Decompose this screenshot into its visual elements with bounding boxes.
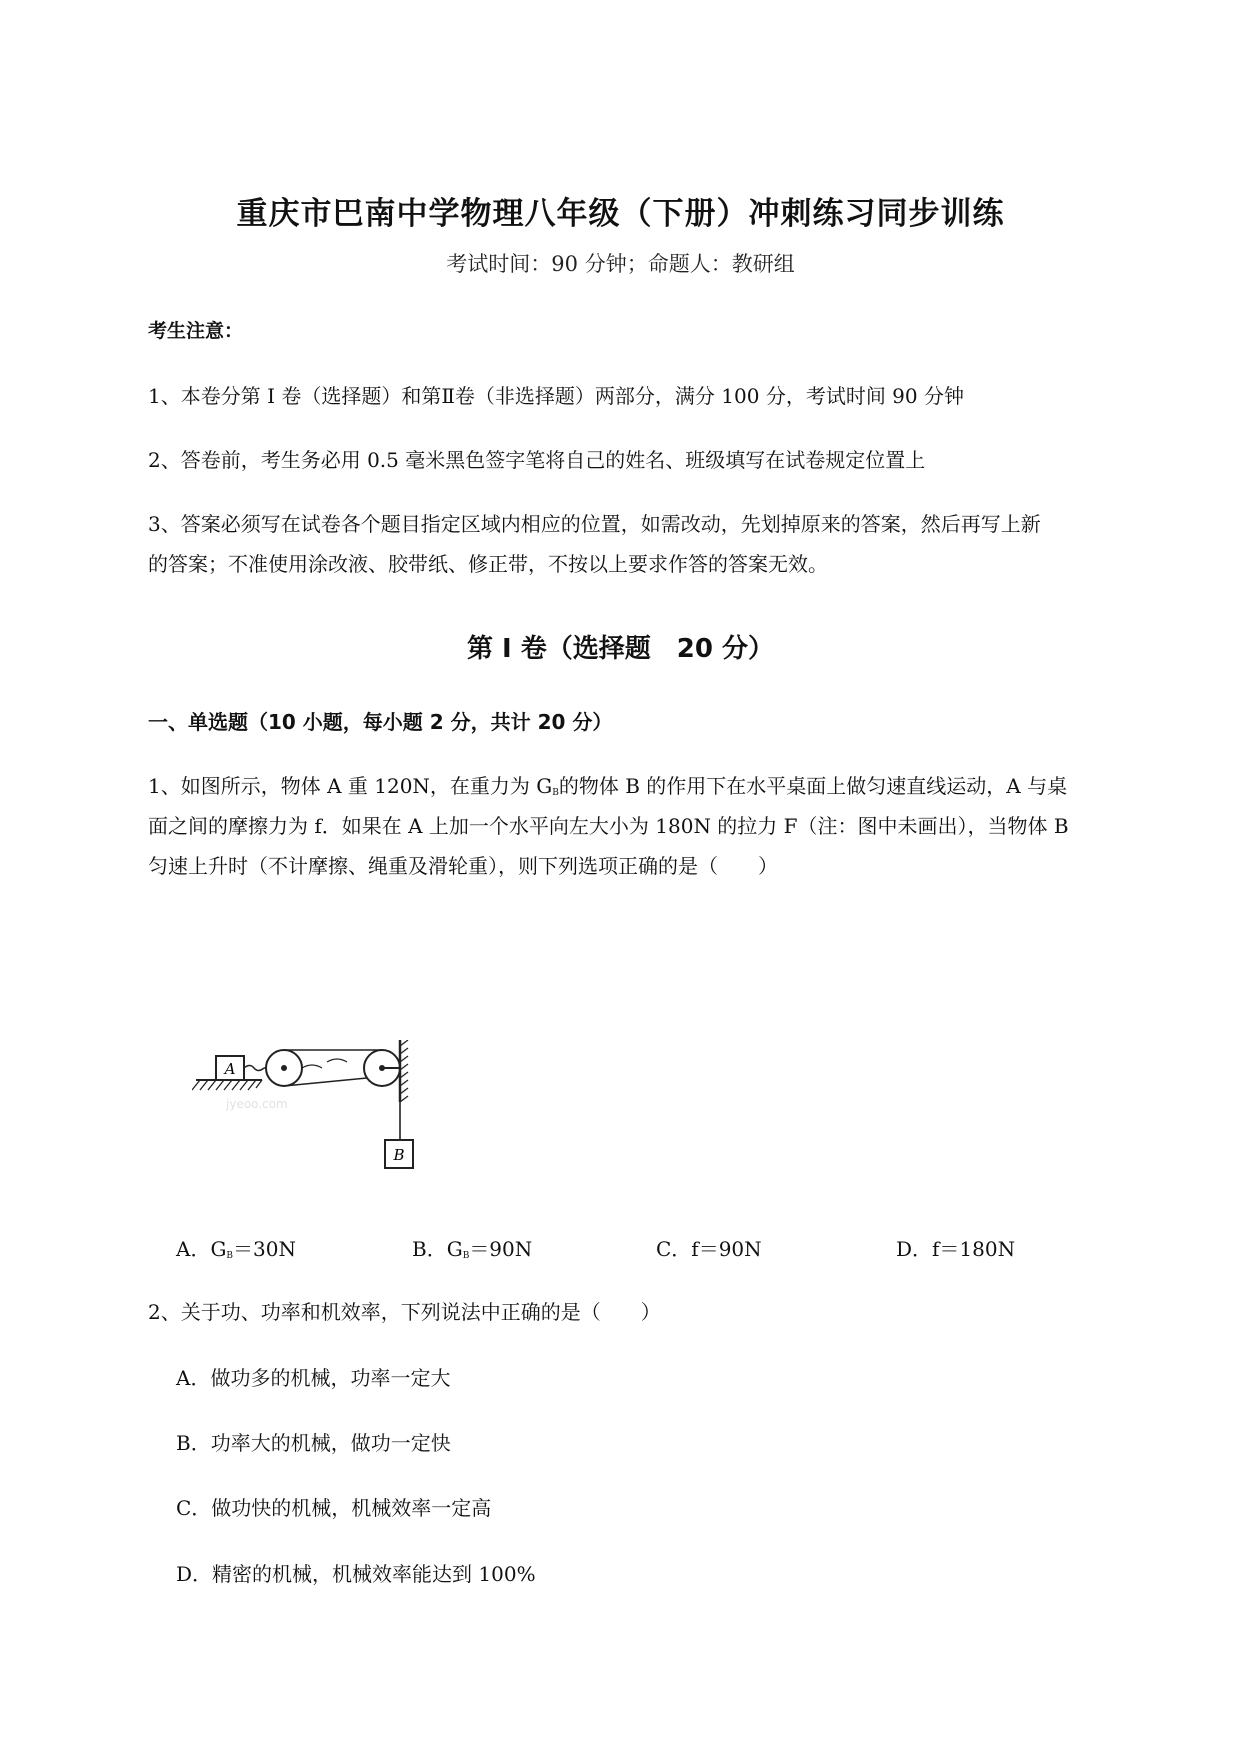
exam-info: 考试时间：90 分钟；命题人：教研组 xyxy=(446,252,795,276)
q1-option-b-text: B．G xyxy=(412,1237,463,1261)
q1-option-b-sub: B xyxy=(462,1251,470,1261)
q2-option-b[interactable]: B．功率大的机械，做功一定快 xyxy=(176,1431,451,1455)
notice-item-3-line1: 3、答案必须写在试卷各个题目指定区域内相应的位置，如需改动，先划掉原来的答案，然后再写上新 xyxy=(148,512,1041,536)
q2-stem: 2、关于功、功率和机效率，下列说法中正确的是（ ） xyxy=(148,1300,661,1324)
q2-option-c[interactable]: C．做功快的机械，机械效率一定高 xyxy=(176,1496,492,1520)
section-title: 第 I 卷（选择题 20 分） xyxy=(466,634,774,664)
q1-line3: 匀速上升时（不计摩擦、绳重及滑轮重），则下列选项正确的是（ ） xyxy=(148,854,778,878)
part-title: 一、单选题（10 小题，每小题 2 分，共计 20 分） xyxy=(148,710,613,734)
q2-option-d[interactable]: D．精密的机械，机械效率能达到 100% xyxy=(176,1562,536,1586)
block-a-label: A xyxy=(224,1060,236,1078)
notice-item-2: 2、答卷前，考生务必用 0.5 毫米黑色签字笔将自己的姓名、班级填写在试卷规定位置上 xyxy=(148,448,926,472)
q1-line1 xyxy=(148,770,1067,799)
notice-item-3-line2: 的答案；不准使用涂改液、胶带纸、修正带，不按以上要求作答的答案无效。 xyxy=(148,552,828,576)
q1-text: 1、如图所示，物体 A 重 120N，在重力为 G xyxy=(148,774,553,798)
q1-option-a[interactable] xyxy=(176,1233,296,1262)
ground-hatching xyxy=(192,1080,262,1090)
q1-option-d[interactable]: D．f＝180N xyxy=(896,1237,1016,1261)
pulley-figure xyxy=(192,1040,452,1175)
q1-option-a-value: ＝30N xyxy=(233,1237,296,1261)
q1-text: 的物体 B 的作用下在水平桌面上做匀速直线运动，A 与桌 xyxy=(558,774,1068,798)
hook xyxy=(244,1066,264,1071)
q1-subscript: B xyxy=(552,788,559,798)
q1-option-b-value: ＝90N xyxy=(469,1237,533,1261)
q1-option-b[interactable] xyxy=(412,1233,532,1262)
page-title: 重庆市巴南中学物理八年级（下册）冲刺练习同步训练 xyxy=(236,196,1005,232)
q1-option-a-text: A．G xyxy=(176,1237,227,1261)
q2-option-a[interactable]: A．做功多的机械，功率一定大 xyxy=(176,1366,451,1390)
notice-item-1: 1、本卷分第 I 卷（选择题）和第Ⅱ卷（非选择题）两部分，满分 100 分，考试时间 90 分钟 xyxy=(148,384,964,408)
q1-line2: 面之间的摩擦力为 f．如果在 A 上加一个水平向左大小为 180N 的拉力 F（注：图中未画出），当物体 B xyxy=(148,814,1069,838)
q1-option-a-sub: B xyxy=(226,1251,234,1261)
notice-heading: 考生注意： xyxy=(148,320,244,342)
watermark: jyeoo.com xyxy=(226,1097,288,1111)
block-b-label: B xyxy=(393,1146,405,1164)
q1-option-c[interactable]: C．f＝90N xyxy=(656,1237,762,1261)
